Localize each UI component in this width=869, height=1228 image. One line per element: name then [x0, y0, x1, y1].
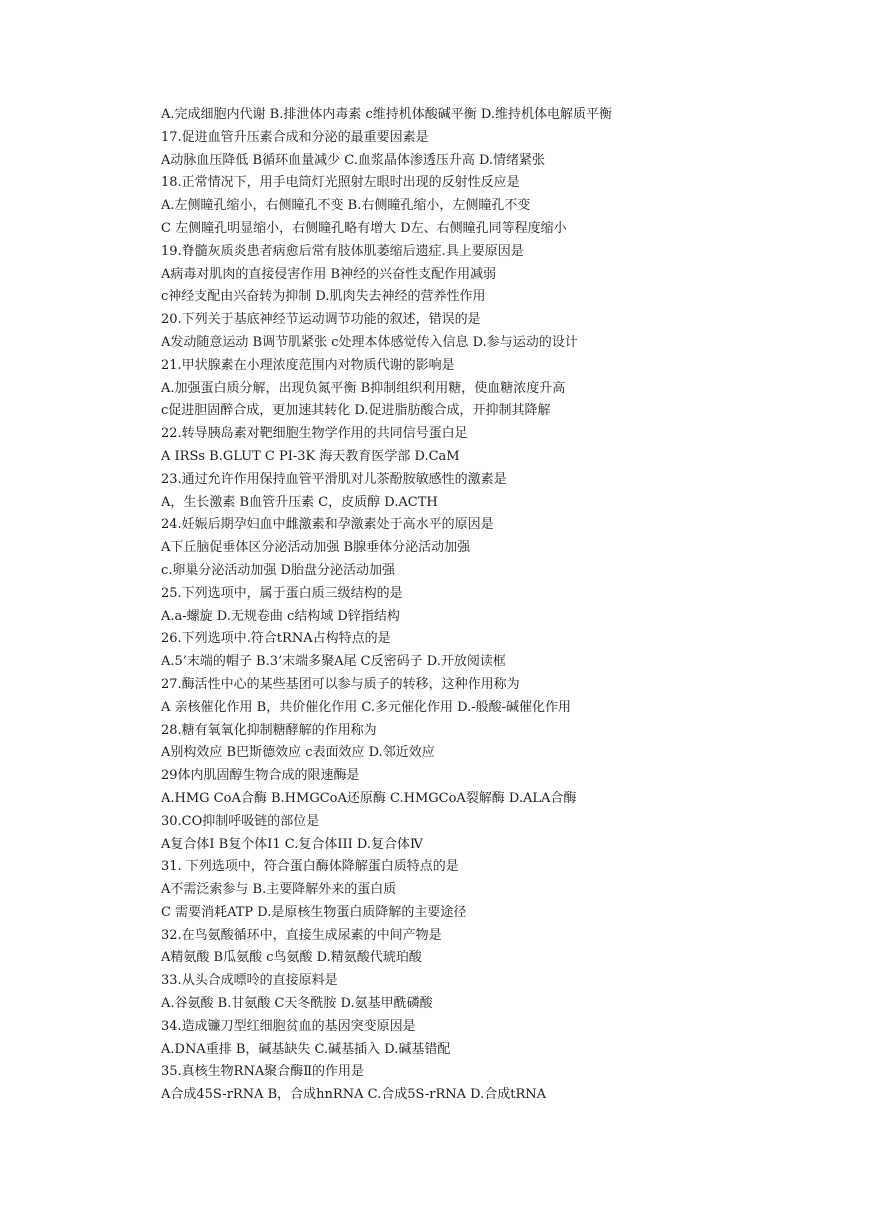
options-18-a: A.左侧瞳孔缩小，右侧瞳孔不变 B.右侧瞳孔缩小，左侧瞳孔不变	[161, 198, 531, 214]
options-34: A.DNA重排 B，碱基缺失 C.碱基插入 D.碱基错配	[161, 1041, 451, 1057]
options-33: A.谷氨酸 B.甘氨酸 C天冬酰胺 D.氨基甲酰磷酸	[161, 996, 433, 1012]
options-29: A.HMG CoA合酶 B.HMGCoA还原酶 C.HMGCoA裂解酶 D.ALA合酶	[161, 790, 577, 806]
options-35: A合成45S-rRNA B，合成hnRNA C.合成5S-rRNA D.合成tRNA	[161, 1087, 547, 1103]
question-34: 34.造成镰刀型红细胞贫血的基因突变原因是	[161, 1018, 416, 1034]
options-24-a: A下丘脑促垂体区分泌活动加强 B腺垂体分泌活动加强	[161, 540, 471, 556]
options-23: A，生长激素 B血管升压素 C，皮质醇 D.ACTH	[161, 494, 438, 510]
question-32: 32.在鸟氨酸循环中，直接生成尿素的中间产物是	[161, 927, 442, 943]
options-32: A精氨酸 B瓜氨酸 c鸟氨酸 D.精氨酸代琥珀酸	[161, 950, 422, 966]
options-30: A复合体I B复个体I1 C.复合体III D.复合体Ⅳ	[161, 836, 423, 852]
options-21-a: A.加强蛋白质分解，出现负氮平衡 B抑制组织利用糖，使血糖浓度升高	[161, 380, 566, 396]
question-17: 17.促进血管升压素合成和分泌的最重要因素是	[161, 129, 429, 145]
question-22: 22.转导胰岛素对靶细胞生物学作用的共同信号蛋白足	[161, 426, 468, 442]
question-27: 27.酶活性中心的某些基团可以参与质子的转移，这种作用称为	[161, 676, 520, 692]
options-25: A.a-螺旋 D.无规卷曲 c结构域 D锌指结构	[161, 608, 400, 624]
options-31-c: C 需要消耗ATP D.是原核生物蛋白质降解的主要途径	[161, 904, 467, 920]
options-19-a: A病毒对肌肉的直接侵害作用 B神经的兴奋性支配作用减弱	[161, 266, 497, 282]
question-26: 26.下列选项中.符合tRNA占构特点的是	[161, 631, 391, 647]
options-22: A IRSs B.GLUT C PI-3K 海天教育医学部 D.CaM	[161, 448, 460, 464]
options-24-c: c.卵巢分泌活动加强 D胎盘分泌活动加强	[161, 562, 395, 578]
options-31-a: A不需泛索参与 B.主要降解外来的蛋白质	[161, 882, 397, 898]
question-25: 25.下列选项中，属于蛋白质三级结构的是	[161, 585, 403, 601]
question-24: 24.妊娠后期孕妇血中雌激素和孕激素处于高水平的原因是	[161, 517, 494, 533]
options-19-c: c神经支配由兴奋转为抑制 D.肌肉失去神经的营养性作用	[161, 289, 486, 305]
text-line: A.完成细胞内代谢 B.排泄体内毒素 c维持机体酸碱平衡 D.维持机体电解质平衡	[161, 107, 612, 122]
options-18-c: C 左侧瞳孔明显缩小，右侧瞳孔略有增大 D左、右侧瞳孔同等程度缩小	[161, 220, 567, 236]
options-20: A发动随意运动 B调节肌紧张 c处理本体感觉传入信息 D.参与运动的设计	[161, 334, 578, 350]
question-28: 28.糖有氧氧化抑制糖酵解的作用称为	[161, 722, 377, 738]
question-23: 23.通过允许作用保持血管平滑肌对儿茶酚胺敏感性的激素是	[161, 471, 507, 487]
options-17: A动脉血压降低 B循环血量减少 C.血浆晶体渗透压升高 D.情绪紧张	[161, 152, 546, 168]
question-31: 31. 下列选项中，符合蛋白酶体降解蛋白质特点的是	[161, 859, 459, 875]
question-35: 35.真核生物RNA聚合酶Ⅱ的作用是	[161, 1064, 365, 1080]
question-19: 19.脊髓灰质炎患者病愈后常有肢体肌萎缩后遗症.具上要原因是	[161, 243, 524, 259]
question-20: 20.下列关于基底神经节运动调节功能的叙述，错误的是	[161, 312, 481, 328]
question-29: 29体内肌固醇生物合成的限速酶是	[161, 768, 360, 784]
options-28: A别构效应 B巴斯德效应 c表面效应 D.邻近效应	[161, 745, 435, 761]
question-30: 30.CO抑制呼吸链的部位是	[161, 813, 320, 829]
document-body	[161, 104, 841, 1107]
question-18: 18.正常情况下，用手电筒灯光照射左眼时出现的反射性反应是	[161, 175, 520, 191]
options-21-c: c促进胆固醉合成，更加速其转化 D.促进脂肪酸合成，开抑制其降解	[161, 403, 551, 419]
question-33: 33.从头合成嘌呤的直接原料是	[161, 973, 338, 989]
question-21: 21.甲状腺素在小理浓度范围内对物质代谢的影响是	[161, 357, 455, 373]
options-26: A.5’末端的帽子 B.3’末端多聚A尾 C反密码子 D.开放阅读框	[161, 654, 506, 670]
options-27: A 亲核催化作用 B，共价催化作用 C.多元催化作用 D.-般酸-碱催化作用	[161, 699, 571, 715]
